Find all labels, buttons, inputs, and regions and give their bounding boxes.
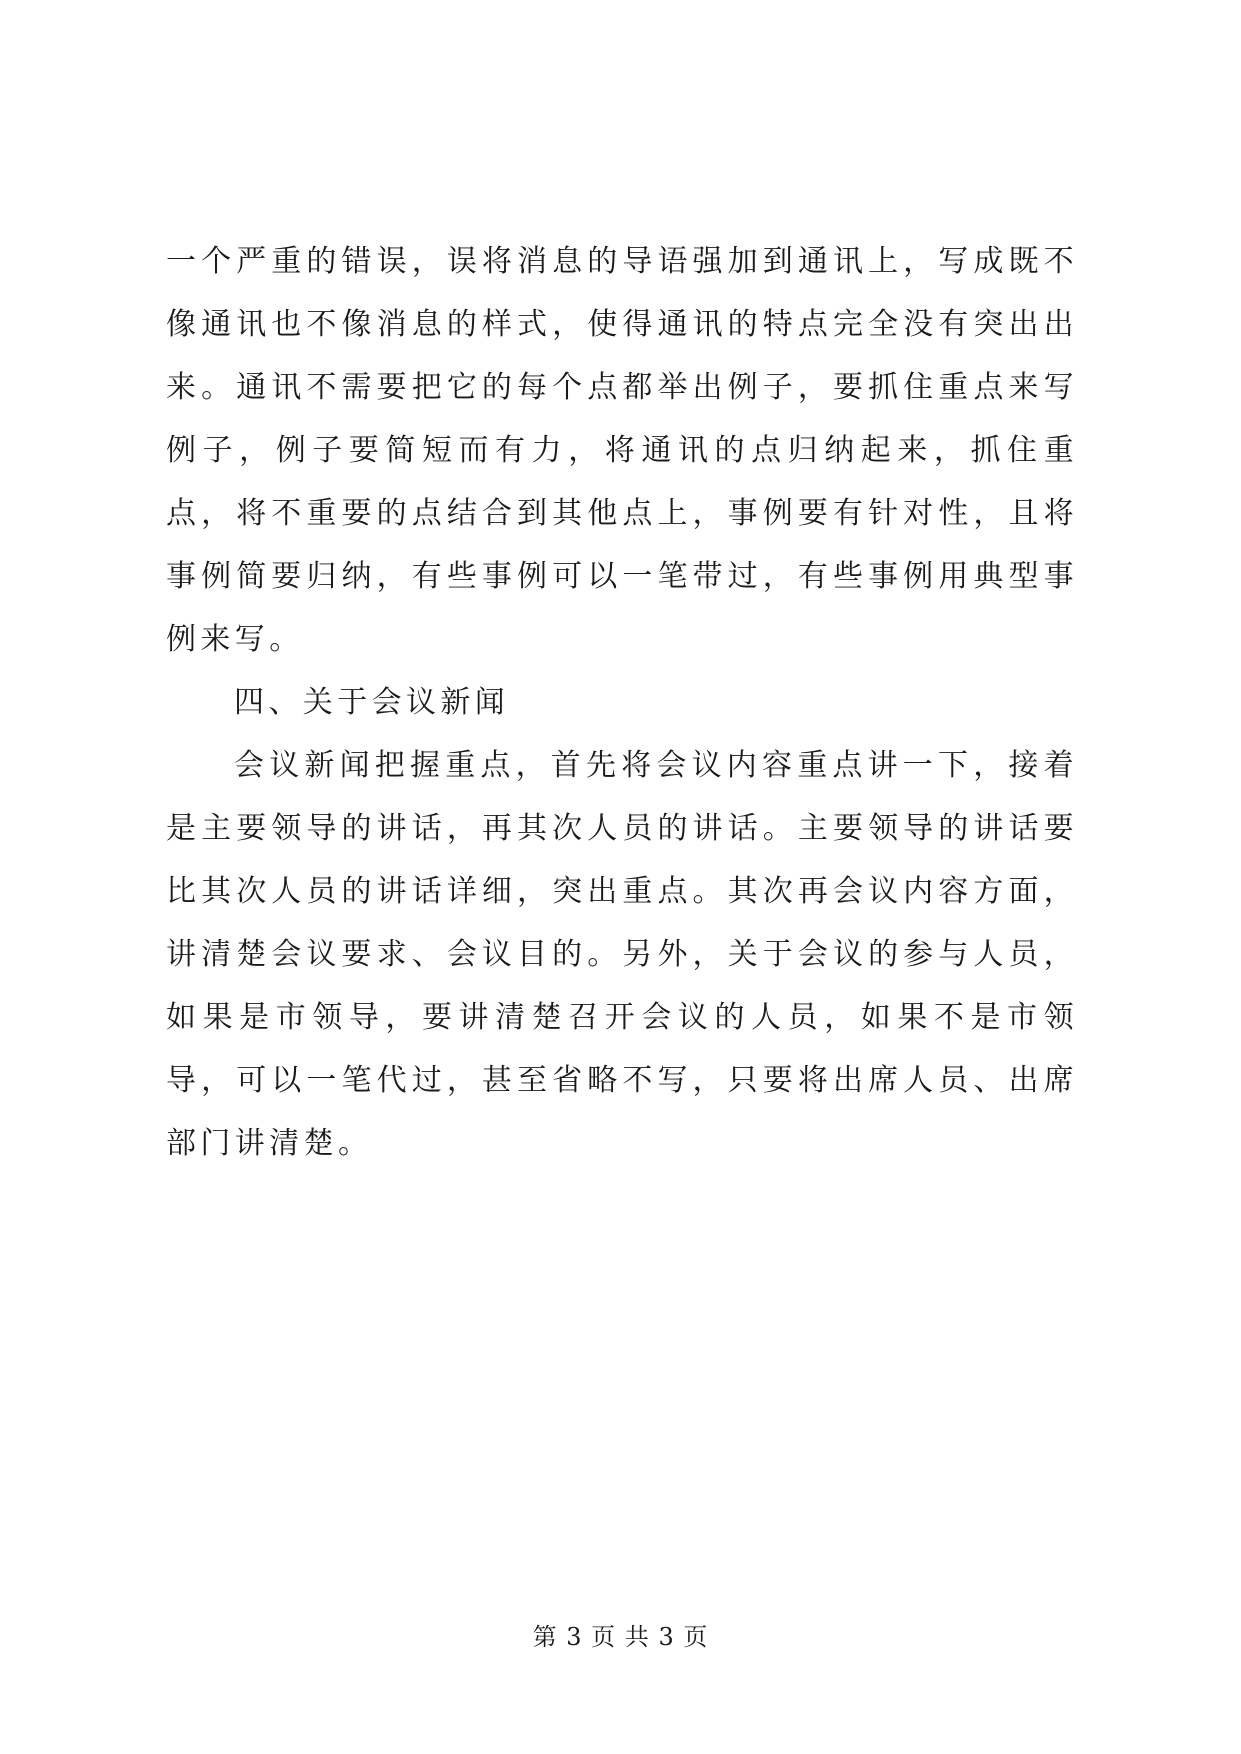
- document-body: [166, 230, 1078, 1175]
- paragraph-meeting-news: 会议新闻把握重点，首先将会议内容重点讲一下，接着是主要领导的讲话，再其次人员的讲话。主要领导的讲话要比其次人员的讲话详细，突出重点。其次再会议内容方面，讲清楚会议要求、会议目的。另外，关于会议的参与人员，如果是市领导，要讲清楚召开会议的人员，如果不是市领导，可以一笔代过，甚至省略不写，只要将出席人员、出席部门讲清楚。: [166, 748, 1078, 1161]
- page-footer: 第 3 页 共 3 页: [532, 1623, 709, 1651]
- section-heading: 四、关于会议新闻: [234, 685, 510, 720]
- paragraph-continuation: 一个严重的错误，误将消息的导语强加到通讯上，写成既不像通讯也不像消息的样式，使得通讯的特点完全没有突出出来。通讯不需要把它的每个点都举出例子，要抓住重点来写例子，例子要简短而有力，将通讯的点归纳起来，抓住重点，将不重要的点结合到其他点上，事例要有针对性，且将事例简要归纳，有些事例可以一笔带过，有些事例用典型事例来写。: [166, 244, 1078, 657]
